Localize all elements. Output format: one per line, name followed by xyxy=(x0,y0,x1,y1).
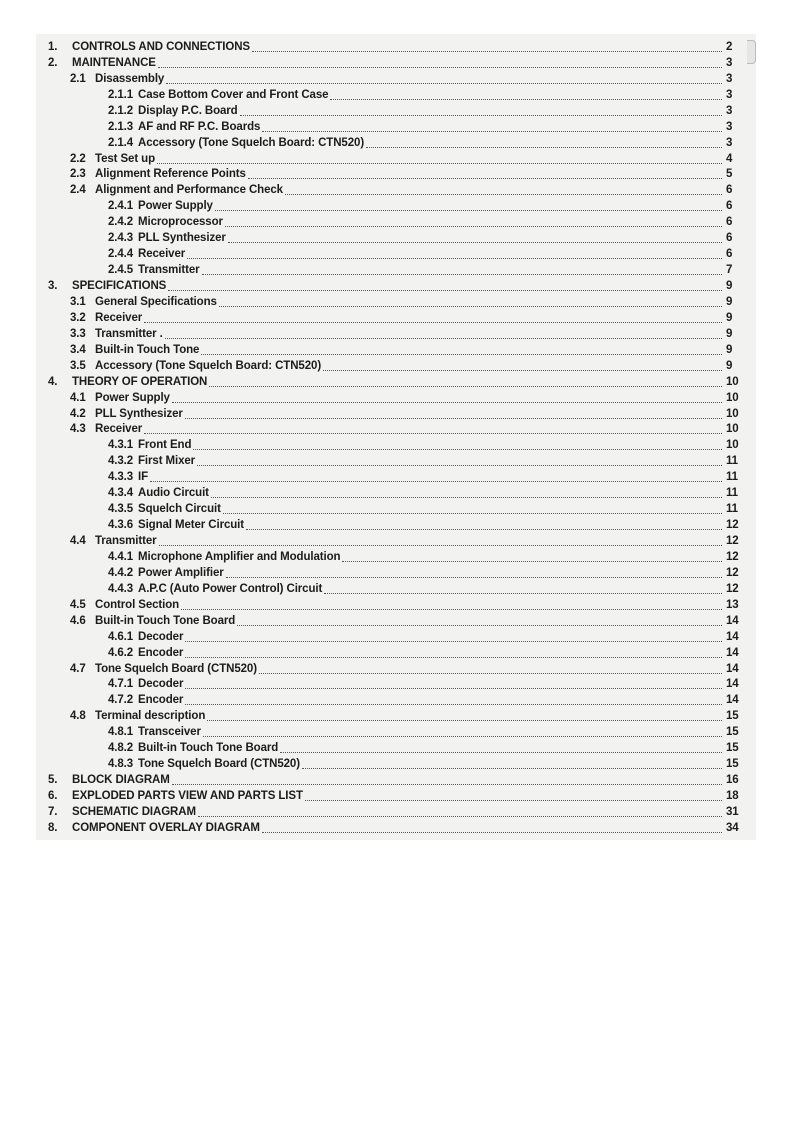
dot-leader xyxy=(302,766,722,769)
dot-leader xyxy=(172,400,722,403)
toc-entry-number: 4.1 xyxy=(70,391,86,404)
toc-entry-number: 4.4.3 xyxy=(108,582,134,595)
toc-entry-title: Squelch Circuit xyxy=(138,503,221,516)
toc-entry-number: 5. xyxy=(48,774,58,787)
toc-entry-title: EXPLODED PARTS VIEW AND PARTS LIST xyxy=(72,790,303,802)
toc-entry-page: 6 xyxy=(726,184,733,197)
toc-entry-title: Microphone Amplifier and Modulation xyxy=(138,550,341,563)
toc-entry xyxy=(36,405,756,421)
dot-leader xyxy=(144,431,722,434)
toc-entry-page: 6 xyxy=(726,200,733,213)
toc-entry-page: 12 xyxy=(726,582,739,595)
toc-entry-number: 3.2 xyxy=(70,311,86,324)
toc-entry-title: Receiver xyxy=(95,311,143,324)
toc-entry-number: 4.3.6 xyxy=(108,519,134,532)
toc-entry xyxy=(36,723,756,739)
toc-entry-page: 7 xyxy=(726,264,733,277)
toc-entry-page: 3 xyxy=(726,136,733,149)
toc-entry-number: 3.5 xyxy=(70,359,86,372)
toc-entry-title: Disassembly xyxy=(95,72,165,85)
dot-leader xyxy=(209,384,722,387)
toc-entry xyxy=(36,452,756,468)
toc-entry xyxy=(36,771,756,787)
dot-leader xyxy=(252,49,722,52)
toc-entry xyxy=(36,468,756,484)
toc-entry-page: 9 xyxy=(726,327,733,340)
toc-entry-page: 11 xyxy=(726,471,738,484)
toc-entry xyxy=(36,676,756,692)
dot-leader xyxy=(168,288,722,291)
toc-entry-title: MAINTENANCE xyxy=(72,56,156,69)
dot-leader xyxy=(323,368,722,371)
dot-leader xyxy=(342,559,722,562)
toc-entry xyxy=(36,70,756,86)
toc-entry-page: 3 xyxy=(726,104,733,117)
toc-entry-number: 4.7.2 xyxy=(108,694,134,707)
toc-entry-number: 4.6.2 xyxy=(108,646,134,659)
toc-entry xyxy=(36,819,756,835)
toc-entry-title: Decoder xyxy=(138,630,184,643)
dot-leader xyxy=(203,734,722,737)
toc-entry-title: Tone Squelch Board (CTN520) xyxy=(95,662,257,675)
dot-leader xyxy=(187,256,722,259)
toc-entry-number: 3. xyxy=(48,280,58,292)
toc-entry xyxy=(36,500,756,516)
toc-entry-number: 1. xyxy=(48,40,58,53)
toc-entry-page: 10 xyxy=(726,423,739,436)
dot-leader xyxy=(150,479,722,482)
toc-entry-title: Alignment and Performance Check xyxy=(95,184,283,197)
dot-leader xyxy=(159,543,722,546)
dot-leader xyxy=(172,782,722,785)
dot-leader xyxy=(262,830,722,833)
toc-entry-number: 4.6 xyxy=(70,614,86,627)
toc-entry-title: Built-in Touch Tone xyxy=(95,343,200,356)
toc-entry-number: 2.4.2 xyxy=(108,216,134,229)
toc-entry-number: 4.4.1 xyxy=(108,550,134,563)
toc-entry-number: 4.7 xyxy=(70,662,86,675)
toc-entry-title: Encoder xyxy=(138,646,184,659)
toc-entry xyxy=(36,660,756,676)
toc-entry-number: 4.6.1 xyxy=(108,630,134,643)
table-of-contents xyxy=(36,38,756,835)
toc-entry-page: 14 xyxy=(726,662,739,675)
toc-entry-number: 2.1.2 xyxy=(108,104,134,117)
toc-entry-number: 2.1 xyxy=(70,72,86,85)
toc-entry-number: 4.4 xyxy=(70,535,86,547)
dot-leader xyxy=(185,655,722,658)
dot-leader xyxy=(185,686,722,689)
toc-entry-title: PLL Synthesizer xyxy=(95,407,183,420)
toc-entry-title: General Specifications xyxy=(95,295,217,308)
dot-leader xyxy=(280,750,722,753)
toc-entry-page: 15 xyxy=(726,726,739,739)
dot-leader xyxy=(193,447,722,450)
toc-entry xyxy=(36,166,756,182)
toc-entry-number: 4.8.1 xyxy=(108,726,134,739)
toc-entry-page: 9 xyxy=(726,280,733,292)
toc-entry-page: 16 xyxy=(726,774,739,787)
toc-entry-page: 14 xyxy=(726,694,739,707)
toc-entry-title: First Mixer xyxy=(138,455,196,468)
toc-entry-page: 12 xyxy=(726,519,739,532)
toc-entry-number: 3.4 xyxy=(70,343,86,356)
toc-entry-page: 6 xyxy=(726,248,733,261)
toc-entry-title: Accessory (Tone Squelch Board: CTN520) xyxy=(138,136,365,149)
dot-leader xyxy=(165,336,722,339)
toc-entry xyxy=(36,516,756,532)
toc-entry-page: 13 xyxy=(726,598,739,611)
toc-entry-number: 4.8 xyxy=(70,710,86,723)
toc-entry-page: 12 xyxy=(726,566,739,579)
toc-entry-number: 3.1 xyxy=(70,295,86,308)
toc-entry-number: 4.3.1 xyxy=(108,439,134,452)
toc-entry-number: 2.4.3 xyxy=(108,232,134,245)
toc-entry-page: 14 xyxy=(726,646,739,659)
toc-entry xyxy=(36,181,756,197)
toc-entry-page: 10 xyxy=(726,375,739,388)
toc-entry xyxy=(36,755,756,771)
toc-entry-page: 5 xyxy=(726,168,733,181)
toc-entry-title: Terminal description xyxy=(95,710,206,723)
toc-entry-number: 8. xyxy=(48,821,58,834)
toc-entry xyxy=(36,134,756,150)
toc-entry xyxy=(36,628,756,644)
toc-entry-number: 4.3.3 xyxy=(108,471,134,484)
toc-entry-title: SPECIFICATIONS xyxy=(72,280,167,292)
toc-entry-title: Accessory (Tone Squelch Board: CTN520) xyxy=(95,359,322,372)
toc-entry xyxy=(36,739,756,755)
toc-entry xyxy=(36,612,756,628)
toc-entry-title: Alignment Reference Points xyxy=(95,168,246,181)
toc-entry xyxy=(36,325,756,341)
toc-entry xyxy=(36,580,756,596)
dot-leader xyxy=(144,320,722,323)
toc-entry xyxy=(36,341,756,357)
toc-entry-title: Receiver xyxy=(95,423,143,436)
toc-entry xyxy=(36,421,756,437)
toc-entry-page: 2 xyxy=(726,40,733,53)
toc-entry xyxy=(36,707,756,723)
toc-entry-number: 4.3 xyxy=(70,423,86,436)
toc-entry-title: Test Set up xyxy=(95,152,156,165)
toc-entry-number: 2.4.5 xyxy=(108,264,134,277)
toc-entry-number: 2.4 xyxy=(70,184,86,197)
toc-entry xyxy=(36,596,756,612)
toc-entry-title: Power Amplifier xyxy=(138,566,224,579)
toc-entry-title: Receiver xyxy=(138,248,186,261)
toc-entry-title: Transceiver xyxy=(138,726,201,739)
toc-entry xyxy=(36,564,756,580)
toc-entry xyxy=(36,532,756,548)
dot-leader xyxy=(226,575,722,578)
dot-leader xyxy=(246,527,722,530)
toc-entry-title: Display P.C. Board xyxy=(138,104,238,117)
toc-entry xyxy=(36,787,756,803)
dot-leader xyxy=(197,463,722,466)
dot-leader xyxy=(211,495,722,498)
toc-entry-title: Control Section xyxy=(95,598,180,611)
toc-entry-page: 3 xyxy=(726,72,733,85)
toc-entry-number: 4.2 xyxy=(70,407,86,420)
scanned-page xyxy=(36,34,756,840)
dot-leader xyxy=(223,511,722,514)
toc-entry-number: 3.3 xyxy=(70,327,86,340)
dot-leader xyxy=(248,176,722,179)
toc-entry xyxy=(36,150,756,166)
toc-entry-page: 18 xyxy=(726,790,739,802)
dot-leader xyxy=(240,113,722,116)
toc-entry xyxy=(36,118,756,134)
toc-entry-title: Tone Squelch Board (CTN520) xyxy=(138,758,300,771)
toc-entry-title: Case Bottom Cover and Front Case xyxy=(138,88,329,101)
toc-entry-page: 11 xyxy=(726,487,738,500)
toc-entry-page: 9 xyxy=(726,311,733,324)
toc-entry-number: 4.3.5 xyxy=(108,503,134,516)
toc-entry-page: 3 xyxy=(726,88,733,101)
toc-entry-title: A.P.C (Auto Power Control) Circuit xyxy=(138,582,323,595)
toc-entry-title: Front End xyxy=(138,439,192,452)
toc-entry-page: 11 xyxy=(726,503,738,516)
toc-entry-number: 7. xyxy=(48,805,58,818)
toc-entry-title: IF xyxy=(138,471,149,484)
toc-entry xyxy=(36,309,756,325)
dot-leader xyxy=(157,161,722,164)
toc-entry-number: 2.3 xyxy=(70,168,86,181)
dot-leader xyxy=(181,607,722,610)
toc-entry-title: COMPONENT OVERLAY DIAGRAM xyxy=(72,821,260,834)
dot-leader xyxy=(259,671,722,674)
toc-entry xyxy=(36,102,756,118)
toc-entry xyxy=(36,213,756,229)
toc-entry-title: Built-in Touch Tone Board xyxy=(95,614,236,627)
toc-entry xyxy=(36,86,756,102)
toc-entry-title: CONTROLS AND CONNECTIONS xyxy=(72,40,250,53)
toc-entry-number: 2.2 xyxy=(70,152,86,165)
toc-entry-number: 4.3.4 xyxy=(108,487,134,500)
dot-leader xyxy=(305,798,722,801)
dot-leader xyxy=(201,352,722,355)
dot-leader xyxy=(215,208,722,211)
dot-leader xyxy=(185,639,722,642)
toc-entry-number: 4. xyxy=(48,375,58,388)
dot-leader xyxy=(185,702,722,705)
toc-entry-title: Decoder xyxy=(138,678,184,691)
toc-entry xyxy=(36,38,756,54)
toc-entry-title: Audio Circuit xyxy=(138,487,209,500)
dot-leader xyxy=(158,65,722,68)
dot-leader xyxy=(228,240,722,243)
toc-entry-page: 10 xyxy=(726,407,739,420)
dot-leader xyxy=(330,97,722,100)
toc-entry-page: 9 xyxy=(726,295,733,308)
toc-entry-page: 9 xyxy=(726,343,733,356)
toc-entry xyxy=(36,644,756,660)
toc-entry xyxy=(36,691,756,707)
toc-entry-page: 9 xyxy=(726,359,733,372)
toc-entry-page: 14 xyxy=(726,614,739,627)
toc-entry-title: Encoder xyxy=(138,694,184,707)
toc-entry-number: 4.7.1 xyxy=(108,678,134,691)
toc-entry xyxy=(36,277,756,293)
toc-entry-number: 2. xyxy=(48,56,58,69)
toc-entry-title: Transmitter xyxy=(95,535,157,547)
toc-entry-page: 12 xyxy=(726,535,739,547)
toc-entry-title: Power Supply xyxy=(138,200,213,213)
dot-leader xyxy=(202,272,722,275)
toc-entry-number: 2.1.3 xyxy=(108,120,134,133)
dot-leader xyxy=(237,623,722,626)
toc-entry xyxy=(36,197,756,213)
toc-entry-title: THEORY OF OPERATION xyxy=(72,375,208,388)
toc-entry-number: 4.4.2 xyxy=(108,566,134,579)
toc-entry-page: 15 xyxy=(726,758,739,771)
toc-entry-page: 12 xyxy=(726,550,739,563)
toc-entry-title: Power Supply xyxy=(95,391,170,404)
dot-leader xyxy=(166,81,722,84)
toc-entry xyxy=(36,261,756,277)
toc-entry xyxy=(36,293,756,309)
toc-entry-title: Signal Meter Circuit xyxy=(138,519,244,532)
toc-entry-title: Built-in Touch Tone Board xyxy=(138,742,279,755)
dot-leader xyxy=(219,304,722,307)
dot-leader xyxy=(198,814,722,817)
toc-entry-number: 4.3.2 xyxy=(108,455,134,468)
toc-entry xyxy=(36,373,756,389)
toc-entry xyxy=(36,484,756,500)
toc-entry-page: 4 xyxy=(726,152,733,165)
toc-entry xyxy=(36,245,756,261)
toc-entry-title: PLL Synthesizer xyxy=(138,232,226,245)
toc-entry-number: 2.1.1 xyxy=(108,88,134,101)
toc-entry xyxy=(36,803,756,819)
toc-entry xyxy=(36,548,756,564)
toc-entry-page: 11 xyxy=(726,455,738,468)
dot-leader xyxy=(225,224,722,227)
toc-entry-number: 2.1.4 xyxy=(108,136,134,149)
toc-entry-title: AF and RF P.C. Boards xyxy=(138,120,261,133)
toc-entry-page: 6 xyxy=(726,216,733,229)
toc-entry-title: Microprocessor xyxy=(138,216,223,229)
toc-entry-number: 4.5 xyxy=(70,598,86,611)
toc-entry-title: BLOCK DIAGRAM xyxy=(72,774,170,787)
dot-leader xyxy=(285,192,722,195)
dot-leader xyxy=(185,416,722,419)
dot-leader xyxy=(262,129,722,132)
toc-entry-page: 3 xyxy=(726,120,733,133)
toc-entry-page: 10 xyxy=(726,391,739,404)
toc-entry xyxy=(36,357,756,373)
toc-entry-title: SCHEMATIC DIAGRAM xyxy=(72,805,196,818)
toc-entry-title: Transmitter xyxy=(138,264,200,277)
dot-leader xyxy=(366,145,722,148)
toc-entry-page: 14 xyxy=(726,630,739,643)
toc-entry-page: 14 xyxy=(726,678,739,691)
toc-entry-page: 31 xyxy=(726,805,739,818)
toc-entry-number: 2.4.1 xyxy=(108,200,134,213)
toc-entry-page: 3 xyxy=(726,56,733,69)
toc-entry-page: 6 xyxy=(726,232,733,245)
toc-entry-page: 34 xyxy=(726,821,739,834)
toc-entry-number: 4.8.3 xyxy=(108,758,134,771)
toc-entry-number: 2.4.4 xyxy=(108,248,134,261)
toc-entry xyxy=(36,229,756,245)
toc-entry-number: 6. xyxy=(48,790,58,802)
dot-leader xyxy=(207,718,722,721)
dot-leader xyxy=(324,591,722,594)
toc-entry-page: 15 xyxy=(726,710,739,723)
toc-entry-title: Transmitter . xyxy=(95,327,163,340)
toc-entry-page: 10 xyxy=(726,439,739,452)
toc-entry xyxy=(36,54,756,70)
toc-entry-number: 4.8.2 xyxy=(108,742,134,755)
toc-entry xyxy=(36,389,756,405)
toc-entry-page: 15 xyxy=(726,742,739,755)
toc-entry xyxy=(36,436,756,452)
